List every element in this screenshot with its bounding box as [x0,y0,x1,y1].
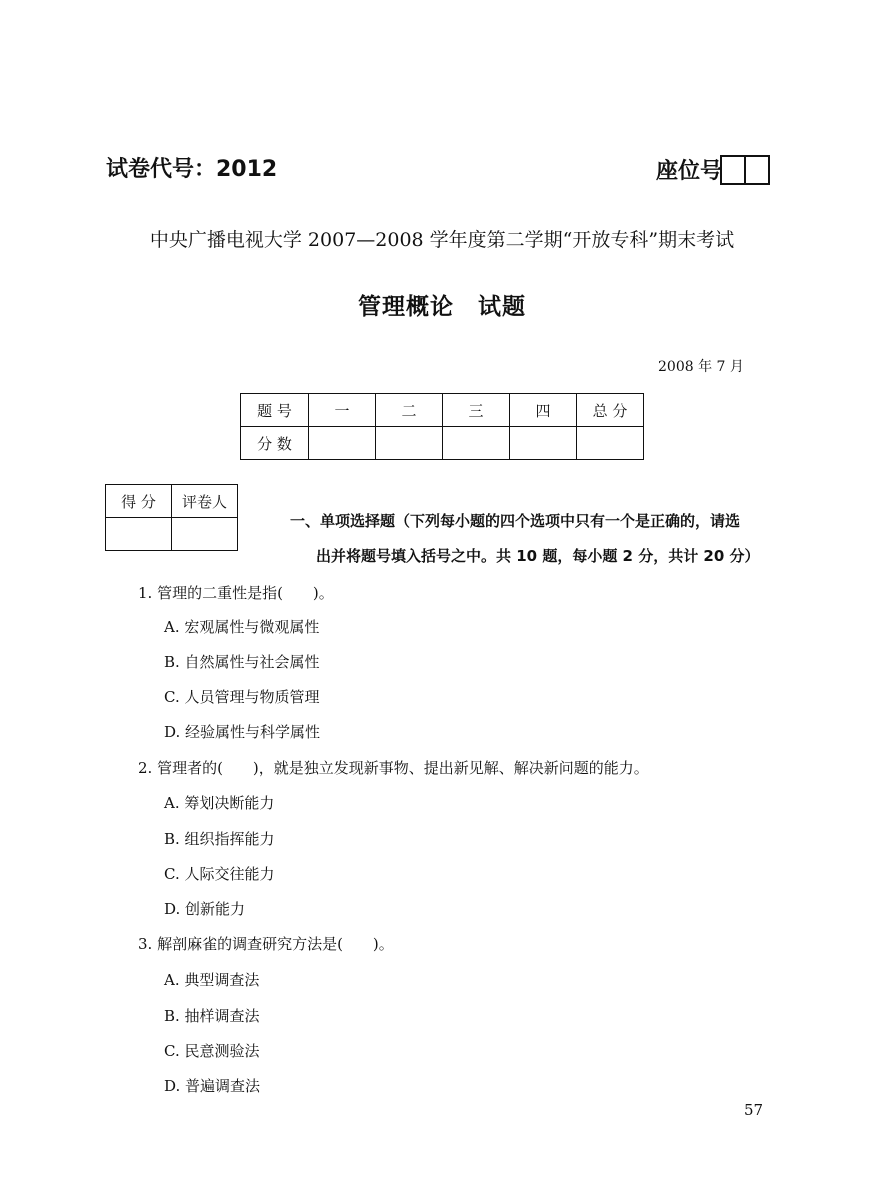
grader-input-cell[interactable] [172,518,238,551]
question-option: C. 人员管理与物质管理 [164,688,320,706]
page-number: 57 [744,1101,764,1119]
score-table-cell: 题 号 [241,394,309,427]
seat-label: 座位号 [656,159,723,184]
question-option: A. 筹划决断能力 [164,794,275,812]
score-input-cell[interactable] [443,427,510,460]
grader-input-cell[interactable] [106,518,172,551]
question-option: D. 创新能力 [164,900,246,918]
question-option: A. 宏观属性与微观属性 [164,618,320,636]
score-input-cell[interactable] [376,427,443,460]
score-table-cell: 四 [510,394,577,427]
score-table-cell: 二 [376,394,443,427]
seat-box [720,155,746,185]
question-option: D. 经验属性与科学属性 [164,723,321,741]
grader-table [105,484,238,551]
question-stem: 1. 管理的二重性是指( )。 [138,584,334,602]
exam-date: 2008 年 7 月 [658,359,744,375]
score-table-score-row [241,427,644,460]
seat-box [744,155,770,185]
question-option: B. 组织指挥能力 [164,830,275,848]
paper-code: 试卷代号：2012 [106,157,278,182]
score-input-cell[interactable] [510,427,577,460]
score-table-cell: 分 数 [241,427,309,460]
question-option: C. 人际交往能力 [164,865,275,883]
section-heading: 一、单项选择题（下列每小题的四个选项中只有一个是正确的，请选 [290,512,741,530]
exam-title: 中央广播电视大学 2007—2008 学年度第二学期“开放专科”期末考试 [149,229,735,251]
question-option: A. 典型调查法 [164,971,260,989]
subject-title: 管理概论 试题 [358,294,526,320]
section-heading: 出并将题号填入括号之中。共 10 题，每小题 2 分，共计 20 分） [316,547,760,565]
score-table-header-row [241,394,644,427]
score-input-cell[interactable] [577,427,644,460]
score-table-cell: 总 分 [577,394,644,427]
score-input-cell[interactable] [309,427,376,460]
grader-table-cell: 评卷人 [172,485,238,518]
question-option: C. 民意测验法 [164,1042,260,1060]
score-table-cell: 三 [443,394,510,427]
question-option: B. 抽样调查法 [164,1007,260,1025]
question-option: D. 普遍调查法 [164,1077,261,1095]
score-table-cell: 一 [309,394,376,427]
question-stem: 3. 解剖麻雀的调查研究方法是( )。 [138,935,394,953]
score-table [240,393,644,460]
grader-table-cell: 得 分 [106,485,172,518]
question-stem: 2. 管理者的( )，就是独立发现新事物、提出新见解、解决新问题的能力。 [138,759,649,777]
question-option: B. 自然属性与社会属性 [164,653,320,671]
seat-number [656,154,770,185]
